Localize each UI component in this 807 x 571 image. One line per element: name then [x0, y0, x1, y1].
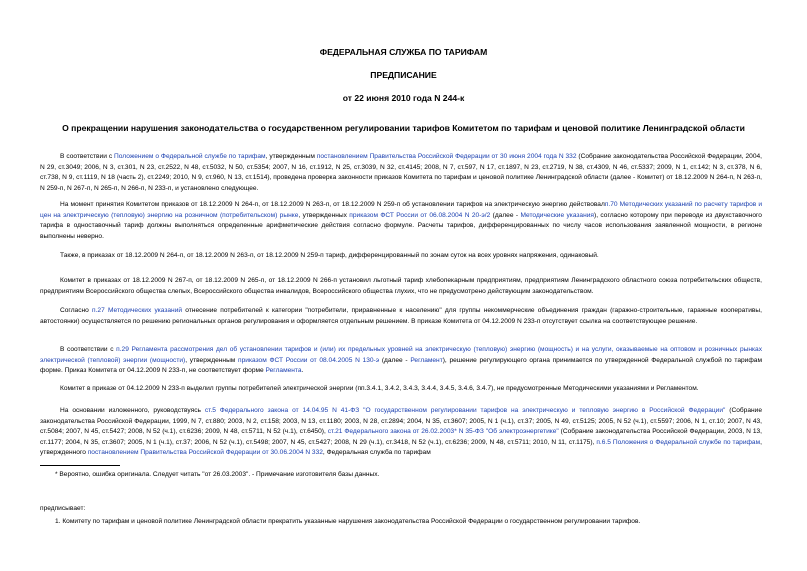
prescription-item-1: 1. Комитету по тарифам и ценовой политике Ленинградской области прекратить указанные нарушения законодательства Российской Федерации о государственном регулировании тарифов.	[55, 518, 641, 525]
link-fst-regulation[interactable]: Положением о Федеральной службе по тарифам	[114, 153, 266, 160]
paragraph-2: На момент принятия Комитетом приказов от 18.12.2009 N 264-п, от 18.12.2009 N 263-п, от 18.12.2009 N 259-п об установлении тарифов на электрическую энергию действовалп.70 Методических указаний по расчету тарифов и цен на электрическую (тепловую) энергию на розничном (потребительском) рынке, утвержденных приказом ФСТ России от 06.08.2004 N 20-э/2 (далее - Методические указания), согласно которому при переводе из двухставочного тарифа в одноставочный тариф должны выполняться определенные арифметические действия согласно формуле. Расчеты тарифов, дифференцированных по числу часов использования заявленной мощности, в регионе выполнены неверно.	[40, 201, 763, 240]
paragraph-5: Согласно п.27 Методических указаний отнесение потребителей к категории "потребители, приравненные к населению" для группы некоммерческие объединения граждан (гаражно-строительные, гаражные кооперативы, автостоянки) осуществляется по решению региональных органов регулирования и оформляется отдельным решением. В приказе Комитета от 04.12.2009 N 233-п отсутствует ссылка на соответствующее решение.	[40, 307, 762, 325]
link-methodical-p27[interactable]: п.27 Методических указаний	[92, 307, 183, 314]
paragraph-3: Также, в приказах от 18.12.2009 N 264-п, от 18.12.2009 N 263-п, от 18.12.2009 N 259-п тариф, дифференцированный по зонам суток на всех уровнях напряжения, одинаковый.	[60, 252, 599, 259]
link-regulation[interactable]: Регламент	[410, 356, 443, 364]
link-federal-law-41fz[interactable]: ст.5 Федерального закона от 14.04.95 N 41-ФЗ "О государственном регулировании тарифов на электрическую и тепловую энергию в Российской Федерации"	[204, 407, 726, 414]
doc-type: ПРЕДПИСАНИЕ	[370, 70, 437, 80]
doc-title: О прекращении нарушения законодательства о государственном регулировании тарифов Комитетом по тарифам и ценовой политике Ленинградской области	[62, 123, 745, 133]
link-fst-order-20-e2[interactable]: приказом ФСТ России от 06.08.2004 N 20-э/2	[349, 211, 491, 219]
paragraph-1: В соответствии с Положением о Федеральной службе по тарифам, утвержденным постановлением Правительства Российской Федерации от 30 июня 2004 года N 332 (Собрание законодательства Российской Федерации, 2004, N 29, ст.3049; 2006, N 3, ст.301, N 23, ст.2522, N 48, ст.5032, N 50, ст.5354; 2007, N 16, ст.1912, N 25, ст.3039, N 32, ст.4145; 2008, N 7, ст.597, N 17, ст.1897, N 23, ст.2719, N 38, ст.4309, N 46, ст.5337; 2009, N 1, ст.142; N 3, ст.378, N 6, ст.738, N 9, ст.1119, N 18 (часть 2), ст.2249; 2010, N 9, ст.960, N 13, ст.1514), проведена проверка законности приказов Комитета по тарифам и ценовой политике Ленинградской области (далее - Комитет) от 18.12.2009 N 264-п, N 263-п, N 259-п, N 267-п, N 265-п, N 266-п, N 233-п, и установлено следующее.	[40, 153, 762, 192]
link-gov-decree-332[interactable]: постановлением Правительства Российской Федерации от 30 июня 2004 года N 332	[316, 153, 577, 160]
link-regulation-form[interactable]: Регламента	[265, 367, 302, 375]
org-title: ФЕДЕРАЛЬНАЯ СЛУЖБА ПО ТАРИФАМ	[319, 47, 488, 57]
prescribes-label: предписывает:	[40, 505, 86, 512]
link-regulation-p29[interactable]: п.29 Регламента рассмотрения дел об установлении тарифов и (или) их предельных уровней на электрическую (тепловую) энергию (мощность) и на услуги, оказываемые на оптовом и розничных рынках электрической (тепловой) энергии (мощности)	[40, 346, 763, 364]
link-methodical-guidelines[interactable]: Методические указания	[520, 211, 594, 219]
link-methodical-p70[interactable]: п.70 Методических указаний по расчету тарифов и цен на электрическую (тепловую) энергию на розничном (потребительском) рынке	[40, 201, 763, 219]
paragraph-7: Комитет в приказе от 04.12.2009 N 233-п выделил группы потребителей электрической энергии (пп.3.4.1, 3.4.2, 3.4.3, 3.4.4, 3.4.5, 3.4.6, 3.4.7), не предусмотренные Методическими указаниями и Регламентом.	[60, 385, 699, 392]
paragraph-6: В соответствии с п.29 Регламента рассмотрения дел об установлении тарифов и (или) их предельных уровней на электрическую (тепловую) энергию (мощность) и на услуги, оказываемые на оптовом и розничных рынках электрической (тепловой) энергии (мощности), утвержденным приказом ФСТ России от 08.04.2005 N 130-э (далее - Регламент), решение регулирующего органа принимается по утвержденной Федеральной службой по тарифам форме. Приказ Комитета от 04.12.2009 N 233-п, не соответствует форме Регламента.	[40, 346, 763, 375]
link-fst-order-130-e[interactable]: приказом ФСТ России от 08.04.2005 N 130-э	[238, 356, 380, 364]
link-gov-decree-332-2[interactable]: постановлением Правительства Российской Федерации от 30.06.2004 N 332	[87, 449, 323, 457]
link-federal-law-35fz[interactable]: ст.21 Федерального закона от 26.02.2003* N 35-ФЗ "Об электроэнергетике"	[327, 428, 559, 436]
paragraph-4: Комитет в приказах от 18.12.2009 N 267-п, от 18.12.2009 N 265-п, от 18.12.2009 N 266-п установил льготный тариф хлебопекарным предприятиям, предприятиям Ленинградского областного союза потребительских обществ, предприятиям Всероссийского общества слепых, Всероссийского общества инвалидов, Всероссийского общества глухих, что не предусмотрено действующим законодательством.	[40, 277, 762, 295]
link-fst-regulation-p6-5[interactable]: п.6.5 Положения о Федеральной службе по тарифам	[596, 438, 761, 446]
footnote-divider	[40, 465, 120, 466]
doc-date-number: от 22 июня 2010 года N 244-к	[342, 93, 465, 103]
paragraph-8: На основании изложенного, руководствуясь ст.5 Федерального закона от 14.04.95 N 41-ФЗ "О государственном регулировании тарифов на электрическую и тепловую энергию в Российской Федерации" (Собрание законодательства Российской Федерации, 1999, N 7, ст.880; 2003, N 2, ст.158; 2003, N 13, ст.1180; 2003, N 28, ст.2894; 2004, N 35, ст.3607; 2005, N 1 (ч.1), ст.37; 2005, N 49, ст.5125; 2005, N 52 (ч.1), ст.5597; 2006, N 1, ст.10; 2007, N 43, ст.5084; 2007, N 45, ст.5427; 2008, N 52 (ч.1), ст.6236; 2009, N 48, ст.5711, N 52 (ч.1), ст.6450), ст.21 Федерального закона от 26.02.2003* N 35-ФЗ "Об электроэнергетике" (Собрание законодательства Российской Федерации, 2003, N 13, ст.1177; 2004, N 35, ст.3607; 2005, N 1 (ч.1), ст.37; 2006, N 52 (ч.1), ст.5498; 2007, N 45, ст.5427; 2008, N 29 (ч.1), ст.3418, N 52 (ч.1), ст.6236; 2009, N 48, ст.5711; 2010, N 11, ст.1175), п.6.5 Положения о Федеральной службе по тарифам, утвержденного постановлением Правительства Российской Федерации от 30.06.2004 N 332, Федеральная служба по тарифам	[40, 407, 762, 457]
footnote: * Вероятно, ошибка оригинала. Следует читать "от 26.03.2003". - Примечание изготовителя базы данных.	[55, 471, 380, 478]
